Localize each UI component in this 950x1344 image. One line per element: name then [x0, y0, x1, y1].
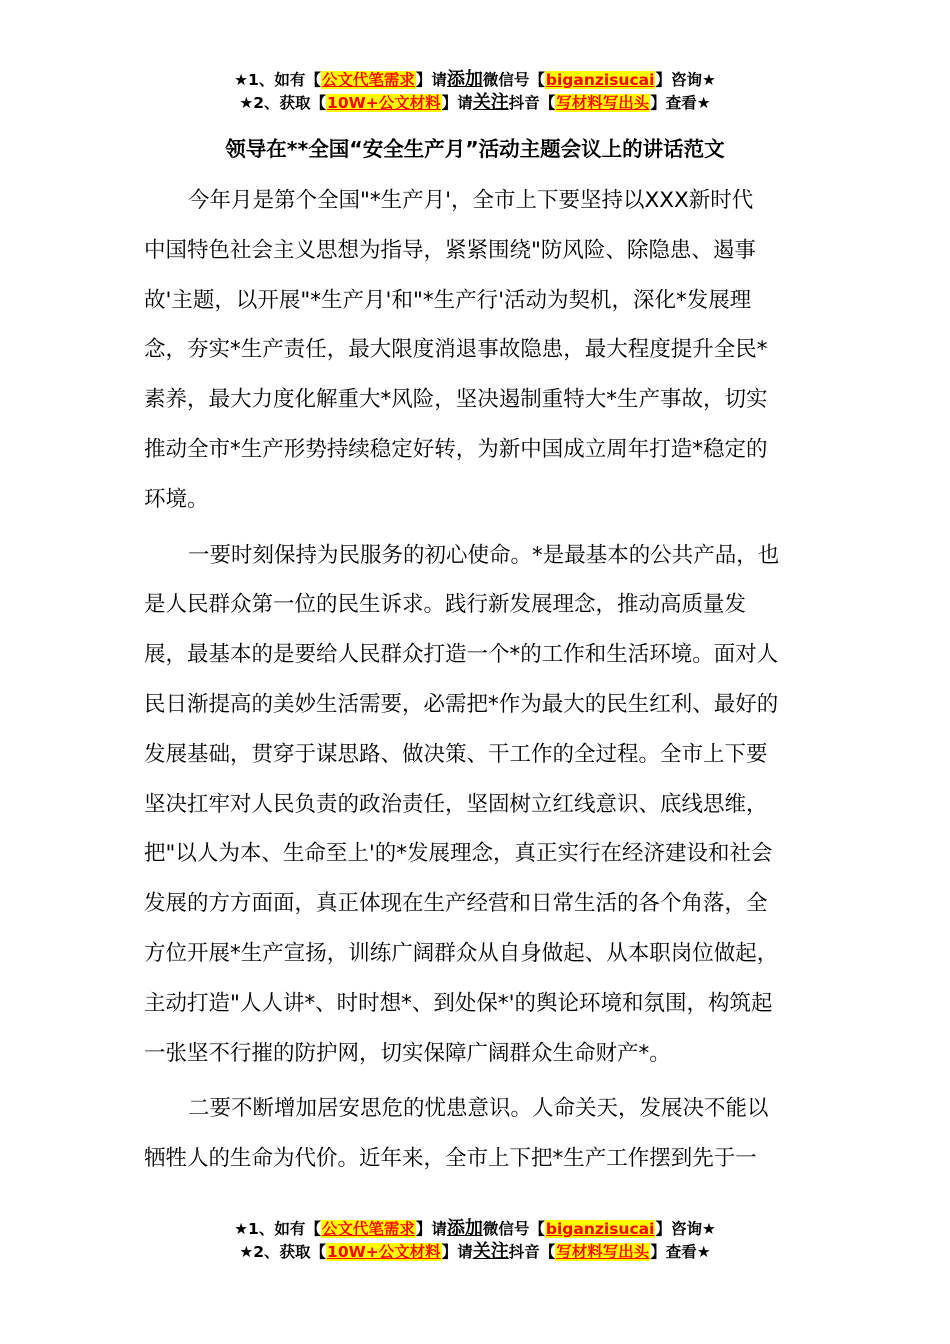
star-icon: ★	[701, 1220, 716, 1238]
text-line: 中国特色社会主义思想为指导，紧紧围绕"防风险、除隐患、遏事	[144, 237, 756, 263]
text-line: 故'主题，以开展"*生产月'和"*生产行'活动为契机，深化*发展理	[144, 287, 752, 313]
text-line: 展，最基本的是要给人民群众打造一个*的工作和生活环境。面对人	[144, 642, 779, 668]
promo-highlight: 公文代笔需求	[321, 71, 415, 89]
text-line: 把"以人为本、生命至上'的*发展理念，真正实行在经济建设和社会	[144, 841, 773, 867]
star-icon: ★	[696, 94, 711, 112]
paragraph	[144, 176, 812, 525]
promo-line-1: ★1、如有【公文代笔需求】请添加微信号【biganzisucai】咨询★	[234, 1218, 716, 1239]
document-title: 领导在**全国“安全生产月”活动主题会议上的讲话范文	[225, 137, 725, 161]
text-line: 素养，最大力度化解重大*风险，坚决遏制重特大*生产事故，切实	[144, 387, 768, 413]
promo-highlight: 10W+公文材料	[327, 1243, 441, 1261]
promo-highlight: 10W+公文材料	[327, 94, 441, 112]
text-line: 坚决扛牢对人民负责的政治责任，坚固树立红线意识、底线思维，	[144, 791, 768, 817]
star-icon: ★	[239, 1243, 254, 1261]
text-line: 牺牲人的生命为代价。近年来，全市上下把*生产工作摆到先于一	[144, 1146, 757, 1172]
paragraph	[144, 1084, 812, 1184]
text-line: 一张坚不行摧的防护网，切实保障广阔群众生命财产*。	[144, 1040, 671, 1066]
text-line: 推动全市*生产形势持续稳定好转，为新中国成立周年打造*稳定的	[144, 436, 768, 462]
promo-banner-top	[0, 68, 950, 114]
text-line: 发展基础，贯穿于谋思路、做决策、干工作的全过程。全市上下要	[144, 741, 768, 767]
promo-line-1: ★1、如有【公文代笔需求】请添加微信号【biganzisucai】咨询★	[234, 69, 716, 90]
star-icon: ★	[234, 1220, 249, 1238]
text-line: 念，夯实*生产责任，最大限度消退事故隐患，最大程度提升全民*	[144, 337, 768, 363]
promo-line-2: ★2、获取【10W+公文材料】请关注抖音【写材料写出头】查看★	[239, 1241, 711, 1262]
text-line: 是人民群众第一位的民生诉求。践行新发展理念，推动高质量发	[144, 592, 747, 618]
paragraph	[144, 531, 812, 1079]
text-line: 主动打造"人人讲*、时时想*、到处保*'的舆论环境和氛围，构筑起	[144, 990, 773, 1016]
text-line: 一要时刻保持为民服务的初心使命。*是最基本的公共产品，也	[188, 542, 780, 568]
star-icon: ★	[239, 94, 254, 112]
text-line: 方位开展*生产宣扬，训练广阔群众从自身做起、从本职岗位做起，	[144, 940, 779, 966]
document-body	[144, 176, 812, 1190]
star-icon: ★	[701, 71, 716, 89]
promo-wechat-id: biganzisucai	[545, 1220, 655, 1238]
text-line: 二要不断增加居安思危的忧患意识。人命关天，发展决不能以	[188, 1096, 769, 1122]
promo-douyin-account: 写材料写出头	[556, 1243, 650, 1261]
text-line: 今年月是第个全国"*生产月'，全市上下要坚持以XXX新时代	[188, 188, 754, 213]
text-line: 民日渐提高的美妙生活需要，必需把*作为最大的民生红利、最好的	[144, 691, 779, 717]
star-icon: ★	[234, 71, 249, 89]
promo-wechat-id: biganzisucai	[545, 71, 655, 89]
promo-banner-bottom	[0, 1217, 950, 1263]
text-line: 环境。	[144, 486, 209, 512]
text-line: 发展的方方面面，真正体现在生产经营和日常生活的各个角落，全	[144, 891, 768, 917]
promo-highlight: 公文代笔需求	[321, 1220, 415, 1238]
star-icon: ★	[696, 1243, 711, 1261]
promo-line-2: ★2、获取【10W+公文材料】请关注抖音【写材料写出头】查看★	[239, 92, 711, 113]
promo-douyin-account: 写材料写出头	[556, 94, 650, 112]
